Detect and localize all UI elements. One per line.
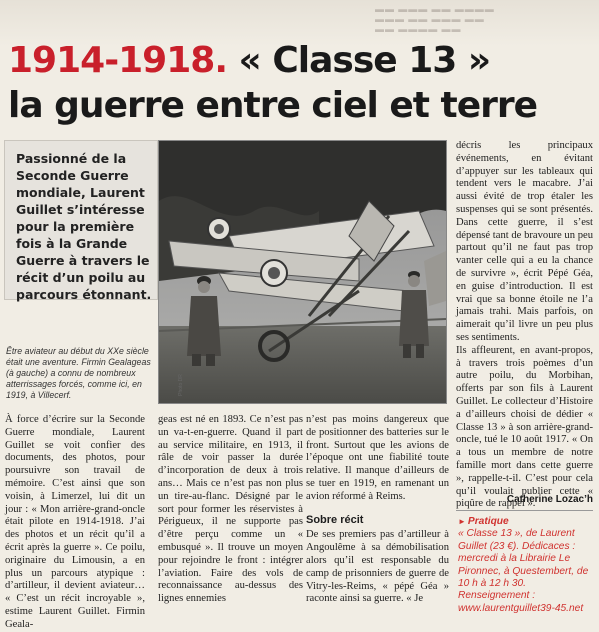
article-column-2 [158, 414, 303, 606]
paragraph: Ils affleurent, en avant-propos, à travers trois poèmes d’un autre poilu, du Morbihan, offerts par son fils à Laurent Guillet. Le collecteur d’Histoire a d’ailleurs choisi de dédier « Classe 13 » à son arrière-grand-oncle, tué le 10 août 1917. « On a tous un membre de notre famille mort dans cette guerre », rappelle-t-il. C’est pour cela qu’il voulait publier cette « piqûre de rappel ». [456, 344, 593, 510]
triangle-bullet-icon: ► [458, 517, 466, 526]
article-column-right [456, 140, 593, 511]
intro-lead: Passionné de la Seconde Guerre mondiale, Laurent Guillet s’intéresse pour la première fois à la Grande Guerre à travers le récit d’un poilu au parcours étonnant. [16, 151, 152, 302]
practical-info-label: Pratique [467, 516, 509, 527]
photo-biplane-crash [159, 141, 446, 403]
paragraph: n’est pas moins dangereux que de positionner des batteries sur le front. Surtout que les avions de l’époque ont une fiabilité toute relative. Il manque d’ailleurs de se tuer en 1919, en ramenant un avion réformé à Reims. [306, 414, 449, 502]
divider [456, 510, 593, 511]
headline-title: « Classe 13 » [227, 40, 491, 81]
article-column-1 [5, 414, 145, 632]
photo-caption: Être aviateur au début du XXe siècle était une aventure. Firmin Gealageas (à gauche) a connu de nombreux atterrissages forcés, comme ici, en 1919, à Villecerf. [6, 346, 151, 400]
practical-info-text: « Classe 13 », de Laurent Guillet (23 €). Dédicaces : mercredi à la Librairie Le Pironnec, à Questembert, de 10 h à 12 h 30. Renseignement : www.laurentguillet39-45.net [458, 528, 589, 614]
headline-subtitle: la guerre entre ciel et terre [8, 85, 538, 126]
headline [8, 38, 593, 128]
subheading: Sobre récit [306, 513, 364, 526]
author-signature: Catherine Lozac’h [506, 494, 593, 505]
paragraph: geas est né en 1893. Ce n’est pas un va-t-en-guerre. Quand il part au service militaire, en 1913, il râle de voir passer la durée d’incorporation de deux à trois ans… Mais ce n’est pas non plus un tire-au-flanc. Désigné par le sort pour former les réservistes à Périgueux, il ne supporte pas d’être perçu comme un « embusqué ». Il trouve un moyen pour rejoindre le front : intégrer l’aviation. Faire des vols de reconnaissance au-dessus des lignes ennemies [158, 414, 303, 605]
photo-credit: Photo DR [177, 374, 184, 396]
practical-info-box [458, 516, 595, 615]
show-through-text: ▬▬ ▬▬▬ ▬▬ ▬▬▬▬ ▬▬▬ ▬▬ ▬▬▬ ▬▬ ▬▬ ▬▬▬▬ ▬▬ [375, 4, 495, 34]
headline-year: 1914-1918. [8, 40, 228, 81]
article-column-3 [306, 414, 449, 606]
paragraph: décris les principaux événements, en évitant d’appuyer sur les tableaux qui tendent vers le macabre. J’ai aussi évité de trop étaler les suspenses qui se sont présentés. Dans cette guerre, il s’est dépensé tant de bravoure un peu partout qu’il ne faut pas trop vanter celle qui a eu la chance de survivre », écrit Pépé Géa, en guise d’introduction. Il est vrai que sa bonne étoile ne l’a jamais trahi. Mais parfois, on aimerait qu’il livre un peu plus ses sentiments. [456, 140, 593, 343]
paragraph: De ses premiers pas d’artilleur à Angoulême à sa démobilisation alors qu’il est responsable du camp de prisonniers de guerre de Vitry-les-Reims, « pépé Géa » raconte ainsi sa guerre. « Je [306, 529, 449, 605]
article-photo [158, 140, 447, 404]
paragraph: À force d’écrire sur la Seconde Guerre mondiale, Laurent Guillet se voit confier des documents, des photos, pour poursuivre son travail de mémoire. C’est ainsi que son voisin, à Limerzel, lui dit un jour : « Mon arrière-grand-oncle était pilote en 1914-1918. J’ai des photos et un récit qu’il a écrit après la guerre ». Ce poilu, originaire du Limousin, a en plus un parcours atypique : d’artilleur, il devient aviateur… « C’est un récit incroyable », estime Laurent Guillet. Firmin Geala- [5, 414, 145, 630]
